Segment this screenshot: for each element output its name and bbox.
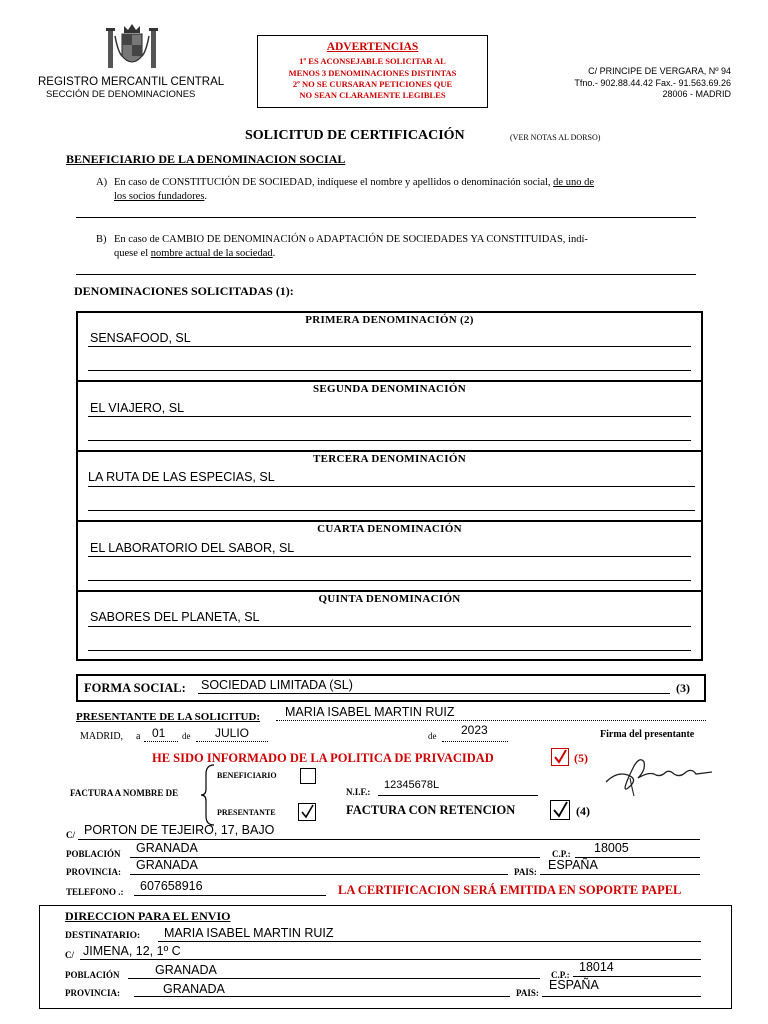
nif-value[interactable]: 12345678L [384,779,440,791]
date-year-dots [442,741,508,742]
denomination-line-5b [88,650,691,651]
country-label: PAIS: [514,867,537,877]
warning-line-4: NO SEAN CLARAMENTE LEGIBLES [299,90,446,100]
denomination-title-1: PRIMERA DENOMINACIÓN (2) [305,314,474,326]
option-a-underlined-2: los socios fundadores [114,191,205,202]
option-b-line[interactable] [76,274,696,275]
social-form-box [76,674,706,702]
signature-image [600,748,720,800]
brace-icon [200,764,216,826]
denomination-box-2 [76,380,703,452]
cp-value[interactable]: 18005 [594,841,629,855]
ship-cp-line [573,976,701,977]
retention-note: (4) [576,804,590,818]
option-a-end: . [204,191,208,202]
denomination-box-4 [76,520,703,592]
country-value[interactable]: ESPAÑA [548,858,598,872]
phone-value[interactable]: 607658916 [140,879,203,893]
denomination-title-3: TERCERA DENOMINACIÓN [313,453,466,465]
option-a-main: En caso de CONSTITUCIÓN DE SOCIEDAD, indíquese el nombre y apellidos o denominación social, [114,177,554,188]
denomination-title-2: SEGUNDA DENOMINACIÓN [313,383,466,395]
signature-label: Firma del presentante [600,729,695,740]
option-b-text: En caso de CAMBIO DE DENOMINACIÓN o ADAPTACIÓN DE SOCIEDADES YA CONSTITUIDAS, indí- [114,234,588,245]
coat-of-arms-logo [104,22,160,74]
shipping-heading: DIRECCION PARA EL ENVIO [65,909,231,923]
registry-name: REGISTRO MERCANTIL CENTRAL [38,76,225,88]
social-form-value[interactable]: SOCIEDAD LIMITADA (SL) [201,678,353,692]
province-label: PROVINCIA: [66,867,121,877]
warning-line-1: 1º ES ACONSEJABLE SOLICITAR AL [299,56,446,66]
denomination-line-4b [88,580,691,581]
recipient-value[interactable]: MARIA ISABEL MARTIN RUIZ [164,926,334,940]
date-month[interactable]: JULIO [215,726,250,740]
date-month-dots [196,741,268,742]
date-day-dots [144,741,178,742]
retention-label: FACTURA CON RETENCION [346,803,516,817]
beneficiary-heading: BENEFICIARIO DE LA DENOMINACION SOCIAL [66,152,346,166]
form-title: SOLICITUD DE CERTIFICACIÓN [245,128,465,143]
street-label: C/ [66,830,75,840]
denomination-value-5[interactable]: SABORES DEL PLANETA, SL [90,610,260,624]
option-b-main-2: quese el [114,248,151,259]
warning-line-3: 2º NO SE CURSARAN PETICIONES QUE [292,79,453,89]
check-mark-icon [299,804,315,820]
denomination-title-5: QUINTA DENOMINACIÓN [318,593,461,605]
street-value[interactable]: PORTON DE TEJEIRO, 17, BAJO [84,823,275,837]
ship-street-value[interactable]: JIMENA, 12, 1º C [83,944,181,958]
cp-label: C.P.: [552,849,571,859]
ship-province-label: PROVINCIA: [65,988,120,998]
denomination-value-3[interactable]: LA RUTA DE LAS ESPECIAS, SL [88,470,275,484]
shipping-box [39,905,732,1009]
option-a-underlined-1: de uno de [553,177,594,188]
privacy-checkbox[interactable] [551,748,569,766]
denomination-line-3a [88,486,695,487]
social-form-label: FORMA SOCIAL: [84,681,186,695]
ship-province-value[interactable]: GRANADA [163,982,225,996]
social-form-line [198,693,670,694]
nif-line [378,795,538,796]
ship-country-line [542,996,701,997]
recipient-label: DESTINATARIO: [65,931,141,941]
denomination-value-4[interactable]: EL LABORATORIO DEL SABOR, SL [90,541,295,555]
paper-notice: LA CERTIFICACION SERÁ EMITIDA EN SOPORTE PAPEL [338,883,682,897]
invoice-presenter-checkbox[interactable] [298,803,316,821]
date-year[interactable]: 2023 [461,723,488,737]
requested-heading: DENOMINACIONES SOLICITADAS (1): [74,284,294,298]
ship-cp-label: C.P.: [551,970,570,980]
ship-country-label: PAIS: [516,988,539,998]
privacy-text: HE SIDO INFORMADO DE LA POLITICA DE PRIVACIDAD [152,751,494,765]
ship-town-label: POBLACIÓN [65,970,120,980]
nif-label: N.I.F.: [346,787,371,797]
registry-phone: Tfno.- 902.88.44.42 Fax.- 91.563.69.26 [574,78,731,88]
ship-town-line [128,978,540,979]
town-label: POBLACIÓN [66,849,121,859]
denomination-value-1[interactable]: SENSAFOOD, SL [90,331,191,345]
registry-city: 28006 - MADRID [662,89,731,99]
denomination-value-2[interactable]: EL VIAJERO, SL [90,401,185,415]
ship-town-value[interactable]: GRANADA [155,963,217,977]
registry-address: C/ PRINCIPE DE VERGARA, Nº 94 [588,66,731,76]
denomination-line-2a [88,416,691,417]
denomination-line-1b [88,370,691,371]
invoice-beneficiary-checkbox[interactable] [300,768,316,784]
phone-label: TELEFONO .: [66,887,124,897]
date-day[interactable]: 01 [152,726,166,740]
country-line [540,874,700,875]
denomination-line-2b [88,440,691,441]
warning-box [257,35,488,108]
date-city: MADRID, [80,731,124,742]
denomination-title-4: CUARTA DENOMINACIÓN [317,523,462,535]
denomination-box-3 [76,450,703,522]
street-line [78,839,700,840]
ship-country-value[interactable]: ESPAÑA [549,978,599,992]
town-value[interactable]: GRANADA [136,841,198,855]
option-a-letter: A) [96,177,108,188]
retention-checkbox[interactable] [550,800,570,820]
ship-street-label: C/ [65,950,74,960]
warning-title: ADVERTENCIAS [326,41,419,53]
warning-line-2: MENOS 3 DENOMINACIONES DISTINTAS [288,68,457,78]
check-mark-icon [552,749,568,765]
invoice-presenter-label: PRESENTANTE [217,808,276,817]
presenter-dots [276,720,706,721]
presenter-label: PRESENTANTE DE LA SOLICITUD: [76,711,261,723]
date-de-2: de [428,731,437,741]
option-a-text-2 [114,191,207,202]
invoice-beneficiary-label: BENEFICIARIO [217,771,277,780]
phone-line [134,895,326,896]
denomination-box-1 [76,311,703,382]
denomination-line-5a [88,626,691,627]
form-title-note: (VER NOTAS AL DORSO) [510,133,601,142]
invoice-label: FACTURA A NOMBRE DE [70,788,179,798]
section-name: SECCIÓN DE DENOMINACIONES [46,89,196,100]
social-form-note: (3) [676,681,690,695]
ship-cp-value[interactable]: 18014 [579,960,614,974]
denomination-line-4a [88,556,691,557]
denomination-line-3b [88,510,695,511]
province-value[interactable]: GRANADA [136,858,198,872]
option-b-underlined: nombre actual de la sociedad [150,248,273,259]
option-a-line[interactable] [76,217,696,218]
date-de-1: de [182,731,191,741]
option-a-text [114,177,594,188]
province-line [130,874,508,875]
check-mark-icon [551,801,569,819]
option-b-text-2 [114,248,275,259]
privacy-note: (5) [574,751,588,765]
denomination-line-1a [88,346,691,347]
option-b-end: . [272,248,276,259]
recipient-line [158,941,701,942]
presenter-value[interactable]: MARIA ISABEL MARTIN RUIZ [285,705,455,719]
ship-province-line [134,996,510,997]
date-a: a [136,731,141,742]
option-b-letter: B) [96,234,107,245]
denomination-box-5 [76,590,703,661]
